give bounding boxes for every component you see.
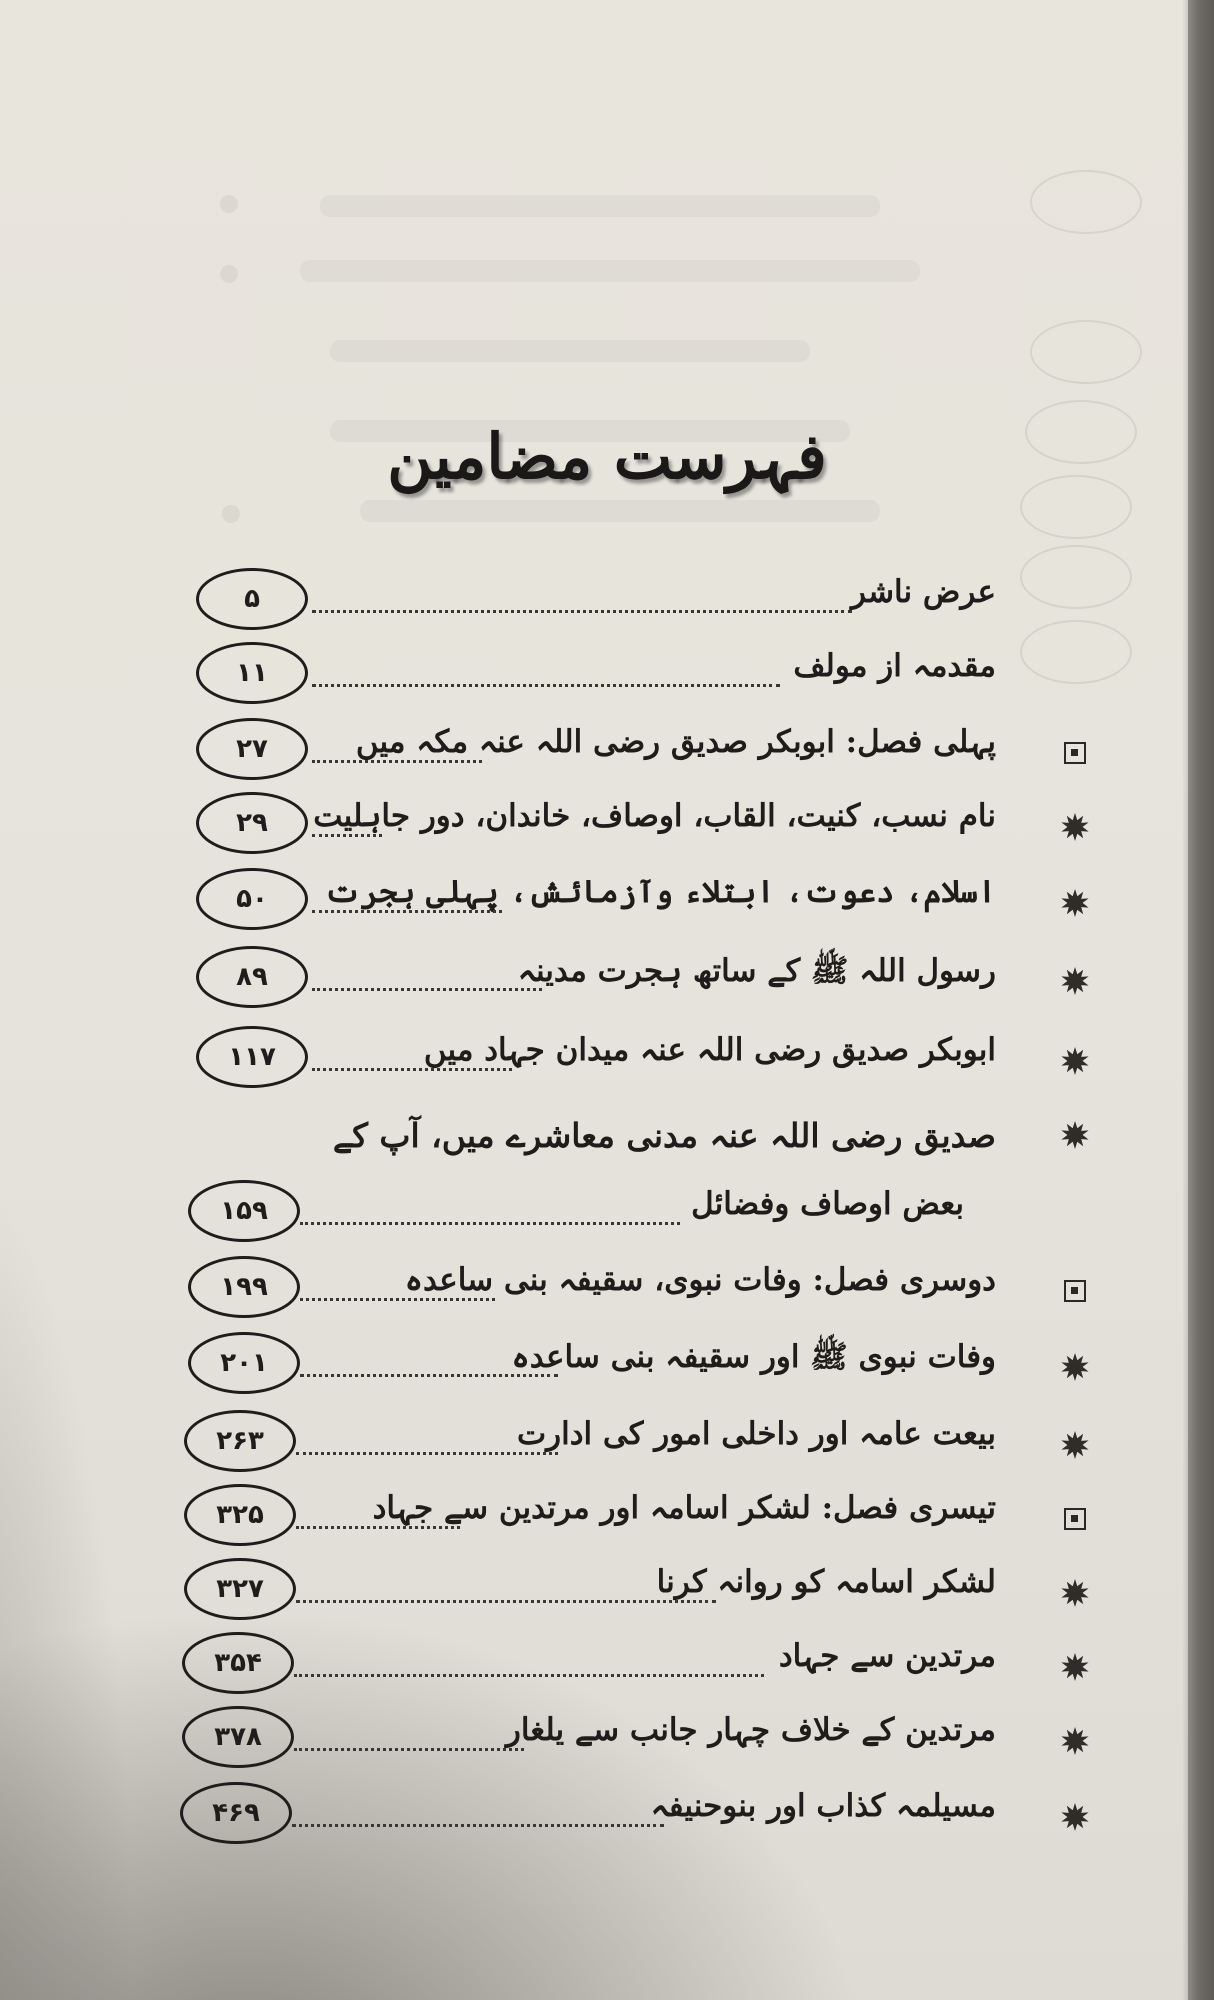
entry-title: مقدمہ از مولف [793, 648, 996, 684]
toc-entry[interactable] [0, 944, 1214, 1018]
entry-title: تیسری فصل: لشکر اسامہ اور مرتدین سے جہاد [372, 1490, 996, 1526]
page-number-oval: ۸۹ [196, 946, 308, 1008]
page-number-oval: ۱۵۹ [188, 1180, 300, 1242]
entry-title: لشکر اسامہ کو روانہ کرنا [656, 1564, 996, 1600]
page-title: فہرست مضامین [387, 420, 827, 493]
page-number-oval: ۱۱ [196, 642, 308, 704]
star-bullet-icon [1060, 1802, 1090, 1832]
star-bullet-icon [1060, 966, 1090, 996]
dotted-leader [300, 1298, 495, 1301]
toc-entry[interactable] [0, 1330, 1214, 1404]
dotted-leader [312, 834, 382, 837]
star-bullet-icon [1060, 1578, 1090, 1608]
entry-title: نام نسب، کنیت، القاب، اوصاف، خاندان، دور جاہلیت [313, 798, 996, 834]
toc-entry-section[interactable] [0, 716, 1214, 790]
dotted-leader [294, 1674, 764, 1677]
star-bullet-icon [1060, 1726, 1090, 1756]
page-number-oval: ۴۶۹ [180, 1782, 292, 1844]
dotted-leader [312, 610, 852, 613]
page-number-oval: ۳۲۷ [184, 1558, 296, 1620]
entry-title-line-2: بعض اوصاف وفضائل [691, 1186, 964, 1222]
dotted-leader [300, 1374, 558, 1377]
toc-entry-section[interactable] [0, 1482, 1214, 1556]
star-bullet-icon [1060, 1120, 1090, 1150]
toc-entry[interactable] [0, 866, 1214, 940]
section-box-icon [1060, 738, 1090, 768]
toc-entry[interactable] [0, 1408, 1214, 1482]
dotted-leader [292, 1824, 664, 1827]
entry-title: مرتدین کے خلاف چہار جانب سے یلغار [505, 1712, 996, 1748]
toc-entry[interactable] [0, 640, 1214, 714]
entry-title: اسلام، دعوت، ابتلاء وآزمائش، پہلی ہجرت [324, 874, 996, 910]
toc-entry[interactable] [0, 1556, 1214, 1630]
section-box-icon [1060, 1276, 1090, 1306]
page-number-oval: ۵۰ [196, 868, 308, 930]
section-box-icon [1060, 1504, 1090, 1534]
entry-title: دوسری فصل: وفات نبوی، سقیفہ بنی ساعدہ [404, 1262, 996, 1298]
toc-entry-section[interactable] [0, 1254, 1214, 1328]
page-number-oval: ۵ [196, 568, 308, 630]
star-bullet-icon [1060, 1652, 1090, 1682]
page-number-oval: ۳۷۸ [182, 1706, 294, 1768]
page-number-oval: ۲۶۳ [184, 1410, 296, 1472]
dotted-leader [300, 1222, 680, 1225]
page-number-oval: ۲۷ [196, 718, 308, 780]
toc-entry[interactable] [0, 790, 1214, 864]
page-number-oval: ۳۵۴ [182, 1632, 294, 1694]
dotted-leader [296, 1452, 558, 1455]
entry-title: وفات نبوی ﷺ اور سقیفہ بنی ساعدہ [511, 1339, 996, 1375]
toc-entry[interactable] [0, 1780, 1214, 1854]
star-bullet-icon [1060, 1430, 1090, 1460]
dotted-leader [294, 1748, 524, 1751]
dotted-leader [312, 988, 542, 991]
entry-title: رسول اللہ ﷺ کے ساتھ ہجرت مدینہ [517, 953, 996, 989]
toc-entry[interactable] [0, 1116, 1214, 1252]
entry-title: ابوبکر صدیق رضی اللہ عنہ میدان جہاد میں [423, 1032, 996, 1068]
page-number-oval: ۱۱۷ [196, 1026, 308, 1088]
star-bullet-icon [1060, 1352, 1090, 1382]
page-number-oval: ۲۹ [196, 792, 308, 854]
dotted-leader [296, 1526, 460, 1529]
dotted-leader [312, 910, 502, 913]
entry-title: مسیلمہ کذاب اور بنوحنیفہ [650, 1788, 996, 1824]
entry-title: بیعت عامہ اور داخلی امور کی ادارت [516, 1416, 996, 1452]
page-number-oval: ۲۰۱ [188, 1332, 300, 1394]
star-bullet-icon [1060, 812, 1090, 842]
dotted-leader [312, 1068, 512, 1071]
page-number-oval: ۱۹۹ [188, 1256, 300, 1318]
entry-title: مرتدین سے جہاد [778, 1638, 996, 1674]
page-number-oval: ۳۲۵ [184, 1484, 296, 1546]
toc-entry[interactable] [0, 1704, 1214, 1778]
dotted-leader [312, 760, 482, 763]
entry-title-line-1: صدیق رضی اللہ عنہ مدنی معاشرے میں، آپ کے [332, 1116, 996, 1155]
dotted-leader [312, 684, 780, 687]
toc-entry[interactable] [0, 1024, 1214, 1098]
star-bullet-icon [1060, 888, 1090, 918]
entry-title: پہلی فصل: ابوبکر صدیق رضی اللہ عنہ مکہ میں [355, 724, 996, 760]
dotted-leader [296, 1600, 716, 1603]
entry-title: عرض ناشر [850, 574, 996, 610]
toc-entry[interactable] [0, 566, 1214, 640]
toc-entry[interactable] [0, 1630, 1214, 1704]
star-bullet-icon [1060, 1046, 1090, 1076]
